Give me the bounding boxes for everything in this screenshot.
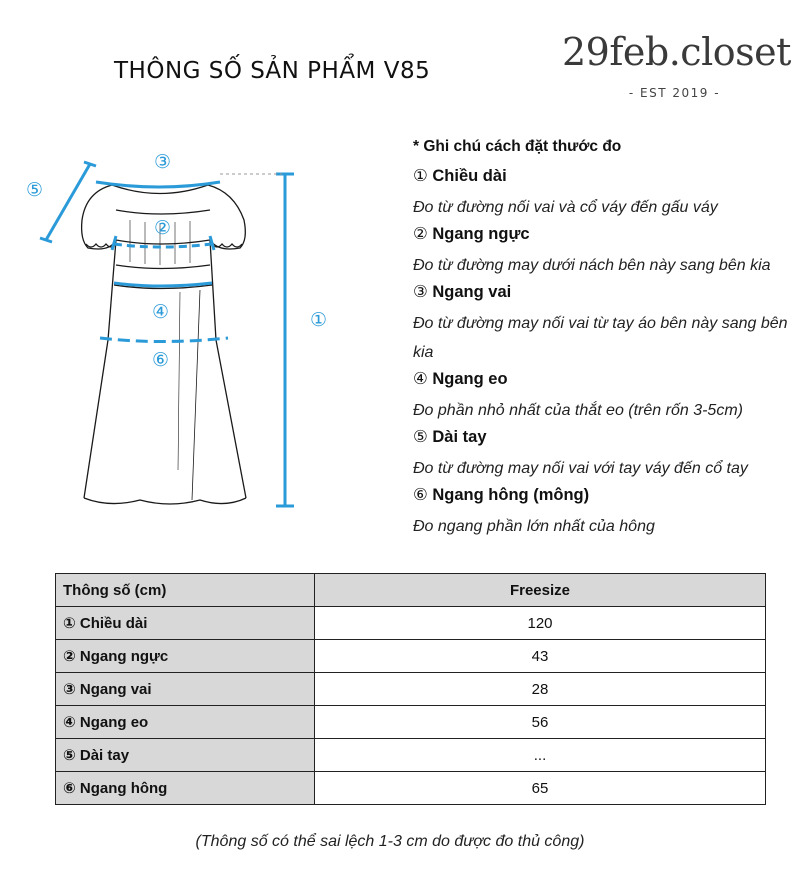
note-description: Đo từ đường nối vai và cổ váy đến gấu váy <box>413 199 718 216</box>
marker-length: ① <box>310 309 328 331</box>
row-value: 43 <box>315 640 766 673</box>
row-value: ... <box>315 739 766 772</box>
note-number: ④ <box>413 370 428 388</box>
note-title-text: Ngang ngực <box>432 225 530 243</box>
table-row <box>56 739 766 772</box>
row-value: 56 <box>315 706 766 739</box>
row-label: ① Chiều dài <box>56 607 315 640</box>
note-title <box>413 426 798 454</box>
row-label: ⑥ Ngang hông <box>56 772 315 805</box>
marker-shoulder: ③ <box>154 151 172 173</box>
note-number: ② <box>413 225 428 243</box>
row-label: ④ Ngang eo <box>56 706 315 739</box>
table-row <box>56 607 766 640</box>
note-number: ⑤ <box>413 428 428 446</box>
table-row <box>56 772 766 805</box>
row-value: 120 <box>315 607 766 640</box>
size-table <box>55 573 766 805</box>
note-description: Đo phần nhỏ nhất của thắt eo (trên rốn 3-5cm) <box>413 402 743 419</box>
notes-heading: * Ghi chú cách đặt thước đo <box>413 138 622 155</box>
note-title <box>413 484 798 512</box>
page-title: THÔNG SỐ SẢN PHẨM V85 <box>114 58 431 84</box>
note-title <box>413 223 798 251</box>
note-number: ③ <box>413 283 428 301</box>
dress-measurement-diagram <box>20 140 350 520</box>
marker-sleeve: ⑤ <box>26 179 44 201</box>
footnote: (Thông số có thể sai lệch 1-3 cm do được đo thủ công) <box>195 833 585 850</box>
table-header-row <box>56 574 766 607</box>
row-label: ② Ngang ngực <box>56 640 315 673</box>
row-value: 65 <box>315 772 766 805</box>
table-row <box>56 640 766 673</box>
note-description: Đo từ đường may nối vai với tay váy đến cổ tay <box>413 460 748 477</box>
note-title <box>413 368 798 396</box>
note-title <box>413 165 798 193</box>
table-row <box>56 706 766 739</box>
table-row <box>56 673 766 706</box>
brand-tagline: - EST 2019 - <box>628 86 721 100</box>
note-title-text: Ngang hông (mông) <box>432 486 590 504</box>
note-number: ⑥ <box>413 486 428 504</box>
note-number: ① <box>413 167 428 185</box>
marker-waist: ④ <box>152 301 170 323</box>
note-description: Đo từ đường may nối vai từ tay áo bên này sang bên kia <box>413 315 788 361</box>
brand-logo: 29feb.closet <box>562 30 791 74</box>
measurement-notes <box>413 137 798 542</box>
note-description: Đo từ đường may dưới nách bên này sang bên kia <box>413 257 771 274</box>
row-label: ⑤ Dài tay <box>56 739 315 772</box>
column-header: Freesize <box>315 574 766 607</box>
column-header: Thông số (cm) <box>56 574 315 607</box>
note-title-text: Chiều dài <box>432 167 507 185</box>
note-title <box>413 281 798 309</box>
note-description: Đo ngang phần lớn nhất của hông <box>413 518 655 535</box>
row-value: 28 <box>315 673 766 706</box>
note-title-text: Dài tay <box>432 428 487 446</box>
note-title-text: Ngang eo <box>432 370 508 388</box>
note-title-text: Ngang vai <box>432 283 512 301</box>
marker-hip: ⑥ <box>152 349 170 371</box>
row-label: ③ Ngang vai <box>56 673 315 706</box>
marker-chest: ② <box>154 217 172 239</box>
